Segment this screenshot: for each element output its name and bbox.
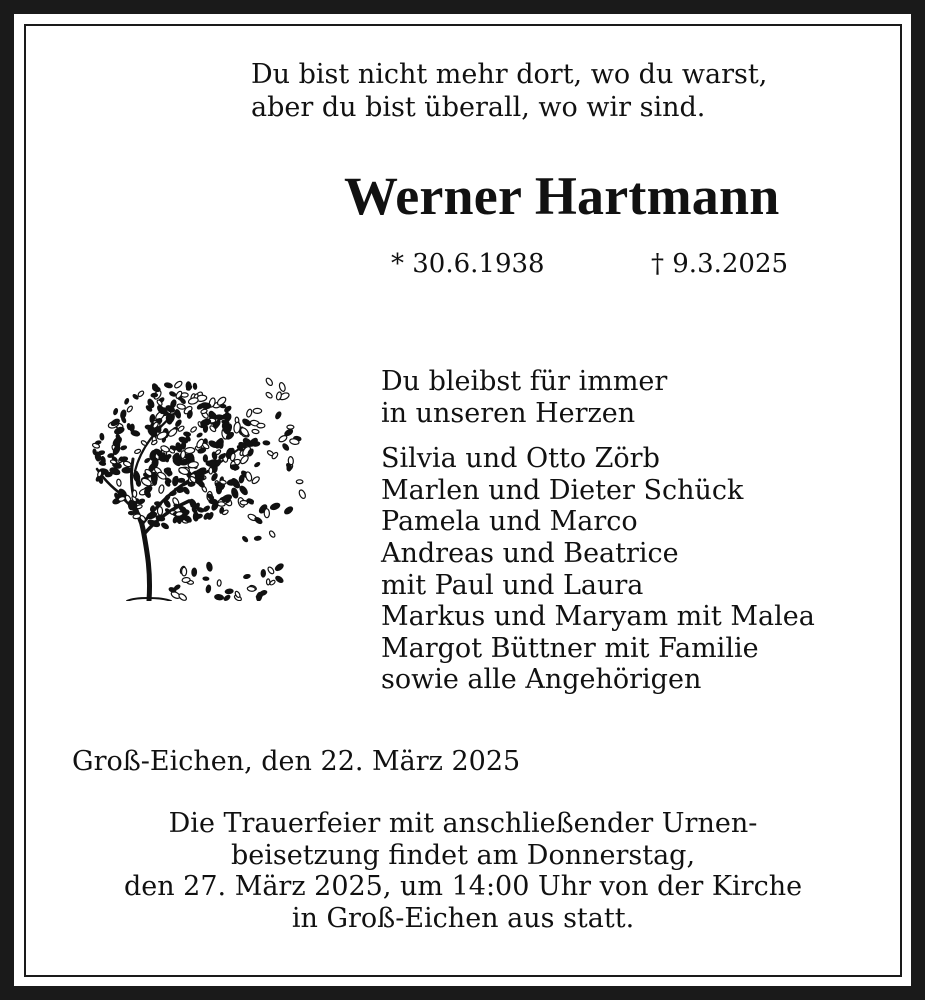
leaf xyxy=(254,516,264,525)
leaf xyxy=(246,409,253,418)
death-date: † 9.3.2025 xyxy=(651,249,789,279)
mourner-name: sowie alle Angehörigen xyxy=(381,664,702,696)
leaf xyxy=(217,502,225,507)
leaf xyxy=(261,569,266,577)
service-line: beisetzung findet am Donnerstag, xyxy=(230,839,696,871)
funeral-service-info xyxy=(26,808,900,935)
leaf xyxy=(182,567,187,576)
leaves xyxy=(92,377,307,601)
leaf xyxy=(167,427,178,437)
service-line: in Groß-Eichen aus statt. xyxy=(291,903,635,935)
leaf xyxy=(278,434,288,443)
remembrance-subtitle xyxy=(381,366,815,429)
leaf xyxy=(164,382,173,389)
leaf xyxy=(113,408,119,415)
leaf xyxy=(206,562,213,572)
leaf xyxy=(278,382,286,392)
leaf xyxy=(181,442,186,450)
leaf xyxy=(251,476,260,485)
mourner-list xyxy=(381,443,815,696)
leaf xyxy=(124,398,130,405)
leaf xyxy=(163,499,172,509)
leaf xyxy=(188,461,199,468)
leaf xyxy=(141,440,148,446)
leaf xyxy=(132,490,136,497)
leaf xyxy=(121,416,127,423)
leaf xyxy=(192,568,197,577)
leaf xyxy=(243,574,251,580)
leaf xyxy=(287,463,292,471)
leaf xyxy=(265,391,273,399)
leaf xyxy=(252,429,260,434)
leaf xyxy=(93,449,97,455)
leaf xyxy=(214,594,224,601)
motto-line-2: aber du bist überall, wo wir sind. xyxy=(251,92,706,123)
leaf xyxy=(157,507,162,516)
leaf xyxy=(99,433,104,440)
leaf xyxy=(193,383,197,390)
mourner-name: Margot Büttner mit Familie xyxy=(381,632,759,664)
leaf xyxy=(169,490,177,496)
notice-border xyxy=(24,24,902,977)
leaf xyxy=(130,430,140,437)
motto-line-1: Du bist nicht mehr dort, wo du warst, xyxy=(251,59,768,90)
leaf xyxy=(254,462,261,468)
subtitle-line: in unseren Herzen xyxy=(381,397,636,429)
leaf xyxy=(158,484,164,493)
leaf xyxy=(144,457,151,463)
mourner-name: Marlen und Dieter Schück xyxy=(381,474,744,506)
leaf xyxy=(265,377,274,386)
leaf xyxy=(151,393,158,397)
mourner-name: mit Paul und Laura xyxy=(381,569,644,601)
leaf xyxy=(254,536,261,541)
leaf xyxy=(134,449,141,455)
leaf xyxy=(239,426,250,437)
leaf xyxy=(256,592,263,601)
leaf xyxy=(203,577,209,581)
leaf xyxy=(257,423,265,428)
leaf xyxy=(95,440,101,445)
leaf xyxy=(128,511,134,515)
leaf xyxy=(160,522,169,530)
notice-outer-frame xyxy=(14,14,911,986)
leaf xyxy=(223,594,231,601)
leaf xyxy=(217,580,221,587)
leaf xyxy=(200,402,211,409)
leaf xyxy=(267,566,275,575)
mourner-name: Markus und Maryam mit Malea xyxy=(381,601,815,633)
leaf xyxy=(263,440,270,445)
leaf xyxy=(283,505,294,515)
leaf xyxy=(225,589,234,595)
leaf xyxy=(137,390,145,397)
leaf xyxy=(177,403,186,410)
leaf xyxy=(274,562,285,572)
leaf xyxy=(269,502,280,511)
birth-date: * 30.6.1938 xyxy=(391,249,545,279)
leaf xyxy=(287,425,294,429)
leaf xyxy=(120,445,127,451)
leaf xyxy=(245,471,253,482)
leaf xyxy=(298,489,307,499)
leaf xyxy=(122,467,132,473)
leaf xyxy=(253,408,262,413)
deceased-name: Werner Hartmann xyxy=(344,166,780,226)
leaf xyxy=(216,485,222,494)
leaf xyxy=(266,579,270,585)
leaf xyxy=(188,498,197,509)
leaf xyxy=(205,585,211,594)
leaf xyxy=(98,450,105,455)
subtitle-line: Du bleibst für immer xyxy=(381,366,668,397)
leaf xyxy=(247,586,256,592)
mourner-name: Andreas und Beatrice xyxy=(381,537,679,569)
leaf xyxy=(188,397,199,405)
leaf xyxy=(281,443,289,452)
tree-with-falling-leaves-icon xyxy=(71,351,311,601)
service-line: den 27. März 2025, um 14:00 Uhr von der Kirche xyxy=(123,871,803,903)
leaf xyxy=(182,577,190,583)
mourner-section xyxy=(381,366,815,696)
leaf xyxy=(196,432,203,438)
leaf xyxy=(127,423,132,430)
leaf xyxy=(241,535,248,542)
leaf xyxy=(133,471,138,480)
mourner-name: Silvia und Otto Zörb xyxy=(381,443,660,475)
mourner-name: Pamela und Marco xyxy=(381,506,638,538)
place-and-date: Groß-Eichen, den 22. März 2025 xyxy=(72,746,521,777)
leaf xyxy=(123,460,132,467)
leaf xyxy=(215,415,224,421)
leaf xyxy=(152,385,161,392)
leaf xyxy=(274,575,284,584)
motto-quote xyxy=(251,58,767,124)
leaf xyxy=(264,509,270,518)
leaf xyxy=(116,479,121,487)
leaf xyxy=(128,500,134,510)
leaf xyxy=(178,593,188,601)
leaf xyxy=(190,426,197,433)
leaf xyxy=(126,405,133,413)
service-line: Die Trauerfeier mit anschließender Urnen- xyxy=(168,808,758,839)
leaf xyxy=(140,477,152,487)
leaf xyxy=(209,467,213,474)
leaf xyxy=(172,476,179,486)
leaf xyxy=(174,380,184,389)
leaf xyxy=(208,499,217,505)
leaf xyxy=(296,480,303,484)
leaf xyxy=(274,411,282,420)
leaf xyxy=(220,404,226,408)
leaf xyxy=(268,530,276,538)
leaf xyxy=(135,479,141,487)
